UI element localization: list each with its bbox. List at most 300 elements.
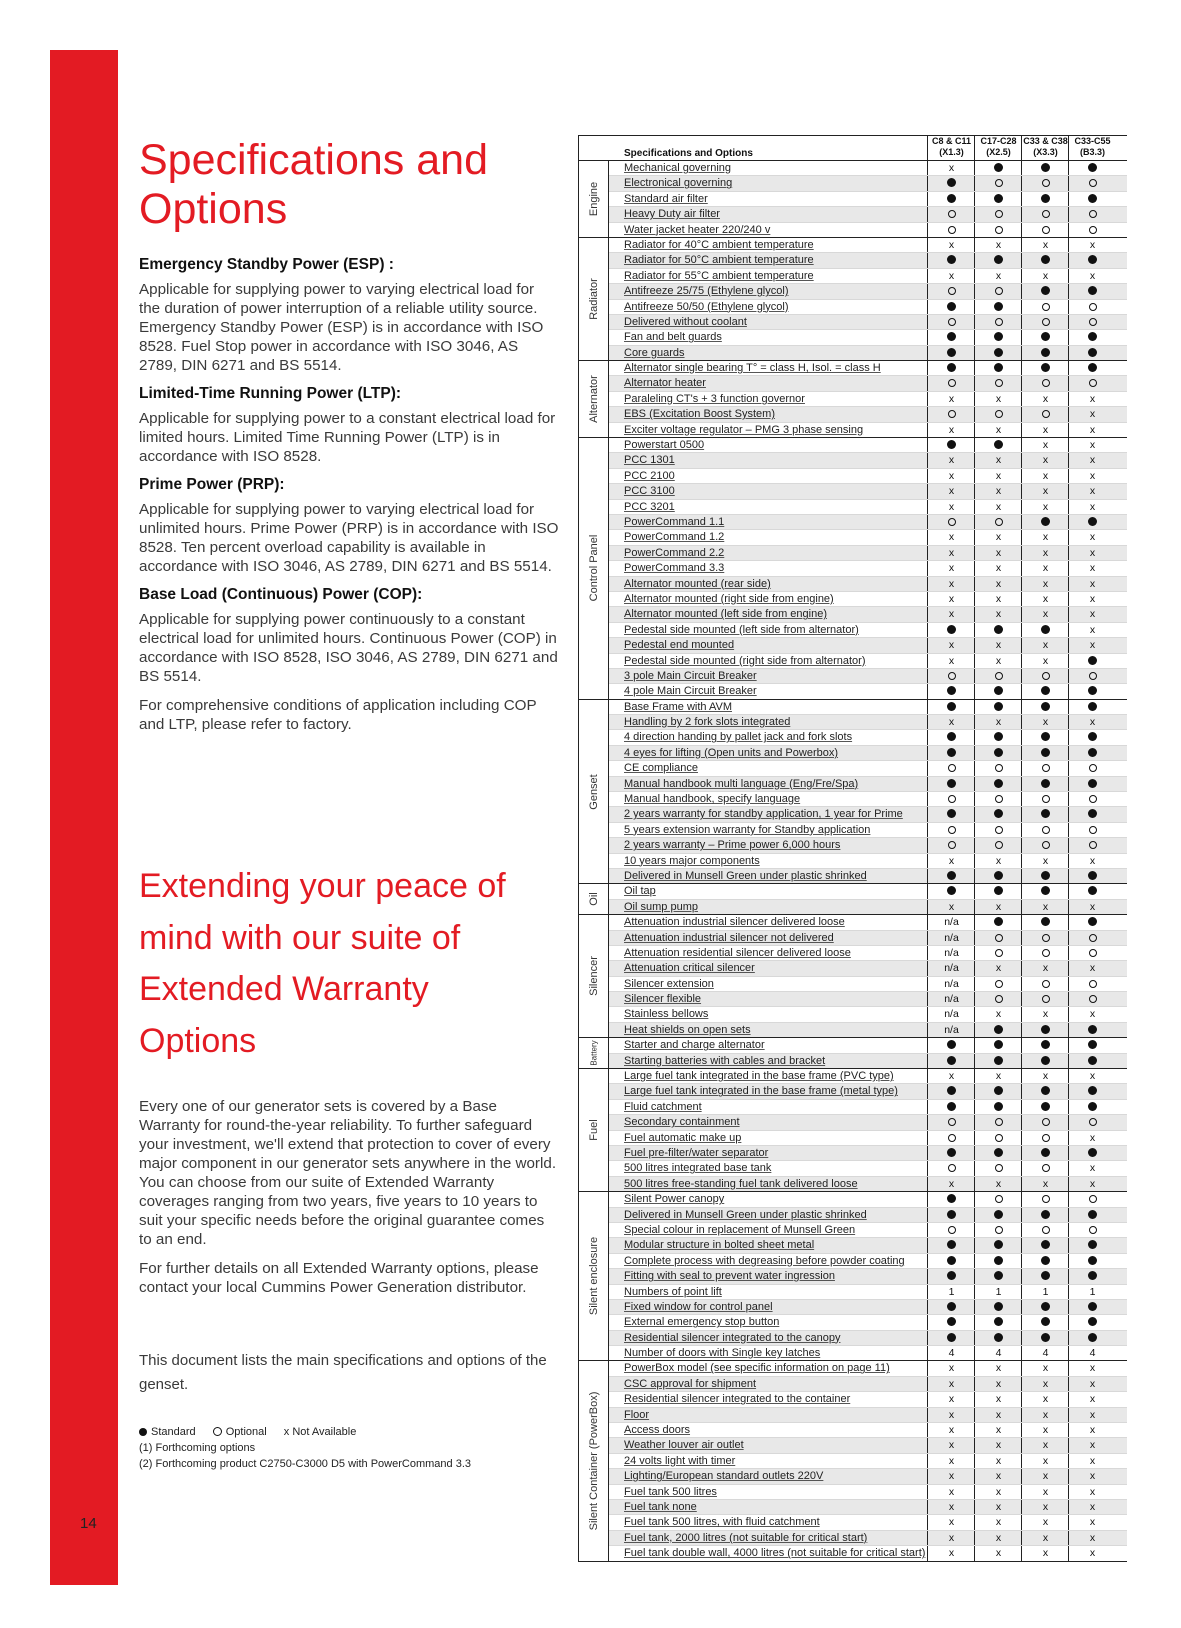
table-title: Specifications and Options (624, 148, 753, 159)
standard-dot-icon (1068, 1300, 1116, 1314)
row-label: Stainless bellows (624, 1008, 709, 1021)
standard-dot-icon (1021, 730, 1069, 744)
standard-dot-icon (1068, 915, 1116, 929)
cell-value: x (1068, 269, 1116, 283)
standard-dot-icon (927, 730, 975, 744)
optional-circle-icon (1021, 176, 1069, 190)
row-label: PCC 3201 (624, 500, 675, 513)
row-label: PowerCommand 3.3 (624, 562, 725, 575)
cell-value: x (974, 530, 1022, 544)
row-label: Delivered in Munsell Green under plastic shrinked (624, 869, 867, 882)
optional-circle-icon (1021, 946, 1069, 960)
definition-text: Applicable for supplying power continuously to a constant electrical load for unlimited hours. Continuous Power (COP) in accordance with ISO 8528, ISO 3046, AS 2789, DIN 6271 and BS 5514. (139, 611, 558, 685)
standard-dot-icon (1068, 1023, 1116, 1037)
row-label: Large fuel tank integrated in the base frame (PVC type) (624, 1070, 894, 1083)
table-group (578, 160, 1127, 238)
cell-value: x (927, 1392, 975, 1406)
standard-dot-icon (1021, 1100, 1069, 1114)
group-label-text: Control Panel (587, 535, 600, 602)
optional-circle-icon (1068, 669, 1116, 683)
row-label: Fuel tank none (624, 1500, 697, 1513)
cell-value: x (1068, 1377, 1116, 1391)
row-label: Weather louver air outlet (624, 1439, 744, 1452)
row-label: Paraleling CT's + 3 function governor (624, 392, 805, 405)
row-label: Silencer extension (624, 977, 714, 990)
cell-value: x (974, 392, 1022, 406)
table-row (609, 884, 1127, 899)
definition-text: Applicable for supplying power to varying electrical load for the duration of power interruption of a reliable utility source. Emergency Standby Power (ESP) is in accordance with ISO 8528. Fuel Stop power in accordance with ISO 3046, AS 2789, DIN 6271 and BS 5514. (139, 281, 544, 374)
document-note: This document lists the main specifications and options of the genset. (139, 1352, 547, 1393)
warranty-paragraph-2: For further details on all Extended Warranty options, please contact your local Cummins Power Generation distributor. (139, 1260, 539, 1296)
standard-dot-icon (927, 253, 975, 267)
table-row (609, 1531, 1127, 1546)
row-label: 2 years warranty for standby application, 1 year for Prime (624, 808, 903, 821)
table-row (609, 269, 1127, 284)
table-group (578, 361, 1127, 438)
standard-dot-icon (974, 1054, 1022, 1068)
table-row (609, 1454, 1127, 1469)
cell-value: x (927, 1177, 975, 1191)
standard-dot-icon (974, 1300, 1022, 1314)
table-group (578, 438, 1127, 700)
group-label-text: Genset (587, 773, 600, 810)
table-row (609, 546, 1127, 561)
standard-dot-icon (1068, 730, 1116, 744)
legend (139, 1424, 569, 1472)
row-label: Alternator single bearing T° = class H, Isol. = class H (624, 362, 881, 375)
standard-dot-icon (1068, 1269, 1116, 1283)
optional-circle-icon (1021, 1161, 1069, 1175)
group-label (579, 438, 609, 699)
row-label: Fuel automatic make up (624, 1131, 742, 1144)
cell-value: x (974, 592, 1022, 606)
group-label (579, 238, 609, 360)
optional-circle-icon (974, 1161, 1022, 1175)
standard-dot-icon (927, 746, 975, 760)
cell-value: x (974, 1515, 1022, 1529)
row-label: Fixed window for control panel (624, 1300, 773, 1313)
table-row (609, 192, 1127, 207)
row-label: Base Frame with AVM (624, 700, 732, 713)
optional-circle-icon (1068, 977, 1116, 991)
column-header: C8 & C11 (X1.3) (927, 136, 975, 160)
cell-value: x (1021, 1408, 1069, 1422)
standard-dot-icon (1021, 1300, 1069, 1314)
cell-value: x (1021, 592, 1069, 606)
cell-value: x (974, 423, 1022, 437)
standard-dot-icon (927, 192, 975, 206)
row-label: 500 litres free-standing fuel tank delivered loose (624, 1177, 858, 1190)
row-label: CE compliance (624, 762, 698, 775)
standard-dot-icon (927, 807, 975, 821)
standard-dot-icon (1068, 746, 1116, 760)
standard-dot-icon (974, 915, 1022, 929)
group-label (579, 161, 609, 237)
table-row (609, 823, 1127, 838)
group-label (579, 1192, 609, 1360)
row-label: Attenuation critical silencer (624, 962, 755, 975)
standard-dot-icon (927, 1038, 975, 1052)
table-row (609, 915, 1127, 930)
row-label: Manual handbook multi language (Eng/Fre/Spa) (624, 777, 859, 790)
row-label: Alternator mounted (left side from engine) (624, 608, 827, 621)
cell-value: x (927, 654, 975, 668)
standard-dot-icon (1068, 330, 1116, 344)
optional-circle-icon (974, 761, 1022, 775)
cell-value: x (1068, 546, 1116, 560)
cell-value: x (1068, 407, 1116, 421)
standard-dot-icon (974, 700, 1022, 714)
cell-value: x (974, 607, 1022, 621)
table-row (609, 238, 1127, 253)
row-label: Fitting with seal to prevent water ingression (624, 1270, 835, 1283)
table-row (609, 730, 1127, 745)
standard-dot-icon (927, 1254, 975, 1268)
cell-value: x (974, 453, 1022, 467)
cell-value: x (927, 1515, 975, 1529)
standard-dot-icon (1021, 361, 1069, 375)
cell-value: x (927, 469, 975, 483)
row-label: Silencer flexible (624, 993, 702, 1006)
standard-dot-icon (927, 1208, 975, 1222)
cell-value: x (974, 654, 1022, 668)
standard-dot-icon (1021, 1331, 1069, 1345)
table-row (609, 1300, 1127, 1315)
table-row (609, 1377, 1127, 1392)
cell-value: x (927, 392, 975, 406)
row-label: Radiator for 40°C ambient temperature (624, 238, 814, 251)
standard-dot-icon (974, 300, 1022, 314)
standard-dot-icon (974, 884, 1022, 898)
standard-dot-icon (927, 300, 975, 314)
table-row (609, 1069, 1127, 1084)
optional-circle-icon (1021, 992, 1069, 1006)
row-label: 4 direction handing by pallet jack and fork slots (624, 731, 853, 744)
optional-circle-icon (927, 315, 975, 329)
row-label: Modular structure in bolted sheet metal (624, 1239, 815, 1252)
table-row (609, 438, 1127, 453)
optional-circle-icon (213, 1427, 222, 1436)
table-row (609, 1100, 1127, 1115)
table-row (609, 961, 1127, 976)
row-label: Fuel pre-filter/water separator (624, 1147, 769, 1159)
cell-value: 1 (1021, 1285, 1069, 1299)
row-label: Attenuation industrial silencer delivered loose (624, 916, 845, 929)
group-label (579, 361, 609, 437)
table-row (609, 654, 1127, 669)
standard-dot-icon (1068, 654, 1116, 668)
cell-value: x (974, 715, 1022, 729)
cell-value: x (1068, 638, 1116, 652)
row-label: Heavy Duty air filter (624, 208, 720, 221)
optional-circle-icon (1021, 1131, 1069, 1145)
cell-value: x (1021, 530, 1069, 544)
table-row (609, 207, 1127, 222)
cell-value: x (927, 500, 975, 514)
row-label: Heat shields on open sets (624, 1023, 751, 1036)
cell-value: x (927, 638, 975, 652)
row-label: PowerCommand 1.2 (624, 531, 725, 544)
standard-dot-icon (1068, 361, 1116, 375)
cell-value: x (1021, 654, 1069, 668)
cell-value: x (1021, 1485, 1069, 1499)
warranty-title-line-2: mind with our suite of (139, 918, 461, 957)
table-row (609, 838, 1127, 853)
standard-dot-icon (974, 777, 1022, 791)
table-row (609, 931, 1127, 946)
row-label: 4 eyes for lifting (Open units and Powerbox) (624, 746, 839, 759)
cell-value: x (974, 1454, 1022, 1468)
cell-value: x (974, 1438, 1022, 1452)
table-row (609, 176, 1127, 191)
cell-value: x (927, 1531, 975, 1545)
standard-dot-icon (1068, 284, 1116, 298)
cell-value: x (1068, 900, 1116, 914)
standard-dot-icon (927, 438, 975, 452)
row-label: PowerCommand 2.2 (624, 546, 725, 559)
row-label: Fluid catchment (624, 1100, 702, 1113)
standard-dot-icon (1021, 1208, 1069, 1222)
cell-value: x (1068, 1485, 1116, 1499)
standard-dot-icon (974, 192, 1022, 206)
standard-dot-icon (974, 253, 1022, 267)
cell-value: x (1021, 438, 1069, 452)
optional-circle-icon (974, 1115, 1022, 1129)
table-row (609, 284, 1127, 299)
cell-value: x (974, 561, 1022, 575)
standard-dot-icon (1068, 253, 1116, 267)
standard-dot-icon (974, 346, 1022, 360)
standard-dot-icon (1068, 346, 1116, 360)
table-row (609, 1346, 1127, 1360)
cell-value: n/a (927, 931, 975, 945)
row-label: Delivered in Munsell Green under plastic shrinked (624, 1208, 867, 1221)
standard-dot-icon (974, 1254, 1022, 1268)
group-label-text: Fuel (587, 1119, 600, 1141)
row-label: Special colour in replacement of Munsell Green (624, 1223, 856, 1236)
cell-value: x (1021, 1546, 1069, 1560)
standard-dot-icon (974, 438, 1022, 452)
table-row (609, 684, 1127, 698)
cell-value: 1 (927, 1285, 975, 1299)
cell-value: x (1068, 392, 1116, 406)
optional-circle-icon (927, 669, 975, 683)
cell-value: x (1021, 1069, 1069, 1083)
row-label: 24 volts light with timer (624, 1454, 736, 1467)
standard-dot-icon (1021, 1038, 1069, 1052)
optional-circle-icon (927, 1131, 975, 1145)
cell-value: x (1068, 1469, 1116, 1483)
optional-circle-icon (974, 946, 1022, 960)
optional-circle-icon (1068, 761, 1116, 775)
cell-value: 4 (1068, 1346, 1116, 1360)
row-label: Silent Power canopy (624, 1193, 725, 1206)
group-label-text: Silencer (587, 956, 600, 997)
standard-dot-icon (974, 623, 1022, 637)
group-label (579, 1069, 609, 1191)
table-row (609, 977, 1127, 992)
optional-circle-icon (1068, 823, 1116, 837)
table-row (609, 1269, 1127, 1284)
cell-value: x (927, 423, 975, 437)
table-row (609, 700, 1127, 715)
row-label: 5 years extension warranty for Standby application (624, 823, 871, 836)
standard-dot-icon (927, 1054, 975, 1068)
cell-value: x (974, 1392, 1022, 1406)
row-label: 500 litres integrated base tank (624, 1162, 772, 1175)
definition-text: Applicable for supplying power to varying electrical load for unlimited hours. Prime Power (PRP) is in accordance with ISO 8528. Ten percent overload capability is available in accordance with ISO 3046, AS 2789, DIN 6271 and BS 5514. (139, 501, 559, 575)
optional-circle-icon (1021, 315, 1069, 329)
table-row (609, 746, 1127, 761)
table-row (609, 1023, 1127, 1037)
table-row (609, 161, 1127, 176)
definition-heading: Limited-Time Running Power (LTP): (139, 385, 402, 402)
optional-circle-icon (1068, 223, 1116, 237)
cell-value: x (974, 1177, 1022, 1191)
cell-value: x (1021, 607, 1069, 621)
optional-circle-icon (1021, 792, 1069, 806)
table-row (609, 1131, 1127, 1146)
table-row (609, 761, 1127, 776)
cell-value: x (1021, 1361, 1069, 1375)
row-label: PowerBox model (see specific information on page 11) (624, 1362, 890, 1375)
table-row (609, 623, 1127, 638)
cell-value: x (1068, 1438, 1116, 1452)
standard-dot-icon (1021, 915, 1069, 929)
cell-value: x (1068, 1408, 1116, 1422)
standard-dot-icon (1068, 1315, 1116, 1329)
table-row (609, 1254, 1127, 1269)
cell-value: x (1021, 269, 1069, 283)
optional-circle-icon (974, 931, 1022, 945)
table-row (609, 1485, 1127, 1500)
table-row (609, 638, 1127, 653)
row-label: Fuel tank 500 litres, with fluid catchment (624, 1516, 820, 1529)
optional-circle-icon (1068, 1192, 1116, 1206)
table-row (609, 253, 1127, 268)
warranty-heading (139, 861, 559, 1067)
standard-dot-icon (1021, 515, 1069, 529)
cell-value: x (1021, 1454, 1069, 1468)
group-label (579, 915, 609, 1037)
table-row (609, 777, 1127, 792)
cell-value: x (1021, 238, 1069, 252)
standard-dot-icon (927, 1315, 975, 1329)
cell-value: x (1021, 1438, 1069, 1452)
cell-value: x (1068, 1423, 1116, 1437)
table-row (609, 1315, 1127, 1330)
row-label: Delivered without coolant (624, 315, 747, 328)
cell-value: x (1021, 638, 1069, 652)
cell-value: x (1068, 1177, 1116, 1191)
standard-dot-icon (1068, 777, 1116, 791)
standard-dot-icon (1068, 869, 1116, 883)
cell-value: x (927, 530, 975, 544)
definition-heading: Prime Power (PRP): (139, 476, 285, 493)
standard-dot-icon (974, 1208, 1022, 1222)
optional-circle-icon (1021, 1192, 1069, 1206)
table-group (578, 1192, 1127, 1361)
table-row (609, 1546, 1127, 1560)
cell-value: x (927, 577, 975, 591)
group-label-text: Silent enclosure (587, 1237, 600, 1316)
row-label: CSC approval for shipment (624, 1377, 757, 1390)
optional-circle-icon (927, 838, 975, 852)
standard-dot-icon (927, 1331, 975, 1345)
cell-value: x (1068, 854, 1116, 868)
standard-dot-icon (1068, 1331, 1116, 1345)
cell-value: x (974, 484, 1022, 498)
cell-value: x (927, 484, 975, 498)
optional-circle-icon (1021, 761, 1069, 775)
row-label: Pedestal end mounted (624, 639, 735, 652)
legend-not-available: x Not Available (283, 1426, 357, 1438)
row-label: Water jacket heater 220/240 v (624, 223, 771, 236)
cell-value: n/a (927, 1007, 975, 1021)
cell-value: x (1021, 1469, 1069, 1483)
cell-value: x (1068, 1515, 1116, 1529)
standard-dot-icon (1021, 700, 1069, 714)
standard-dot-icon (927, 330, 975, 344)
row-label: Mechanical governing (624, 162, 732, 174)
cell-value: x (974, 1531, 1022, 1545)
standard-dot-icon (1068, 1254, 1116, 1268)
standard-dot-icon (974, 1100, 1022, 1114)
standard-dot-icon (1021, 1084, 1069, 1098)
standard-dot-icon (974, 330, 1022, 344)
optional-circle-icon (1068, 1115, 1116, 1129)
standard-dot-icon (927, 1146, 975, 1160)
cell-value: x (974, 1500, 1022, 1514)
cell-value: x (927, 161, 975, 175)
cell-value: x (1021, 1177, 1069, 1191)
cell-value: x (1068, 500, 1116, 514)
standard-dot-icon (927, 1192, 975, 1206)
cell-value: x (927, 1546, 975, 1560)
table-row (609, 1500, 1127, 1515)
row-label: Exciter voltage regulator – PMG 3 phase sensing (624, 423, 864, 436)
not-available-x-icon: x (283, 1426, 290, 1438)
table-row (609, 807, 1127, 822)
power-definitions (139, 256, 559, 686)
row-label: Complete process with degreasing before powder coating (624, 1254, 905, 1267)
standard-dot-icon (974, 1315, 1022, 1329)
cell-value: x (1021, 469, 1069, 483)
table-row (609, 530, 1127, 545)
table-row (609, 1115, 1127, 1130)
cell-value: x (927, 1361, 975, 1375)
standard-dot-icon (927, 346, 975, 360)
cell-value: x (1068, 438, 1116, 452)
row-label: Alternator mounted (rear side) (624, 577, 771, 590)
row-label: Radiator for 50°C ambient temperature (624, 254, 814, 267)
cell-value: x (927, 715, 975, 729)
optional-circle-icon (927, 761, 975, 775)
optional-circle-icon (1068, 300, 1116, 314)
cell-value: x (974, 1469, 1022, 1483)
standard-dot-icon (1021, 623, 1069, 637)
row-label: PCC 1301 (624, 454, 675, 467)
table-row (609, 669, 1127, 684)
standard-dot-icon (139, 1428, 147, 1436)
optional-circle-icon (927, 207, 975, 221)
row-label: Alternator mounted (right side from engine) (624, 592, 834, 605)
row-label: Lighting/European standard outlets 220V (624, 1470, 824, 1483)
cell-value: x (1021, 484, 1069, 498)
optional-circle-icon (1021, 207, 1069, 221)
optional-circle-icon (1068, 931, 1116, 945)
optional-circle-icon (1021, 1223, 1069, 1237)
